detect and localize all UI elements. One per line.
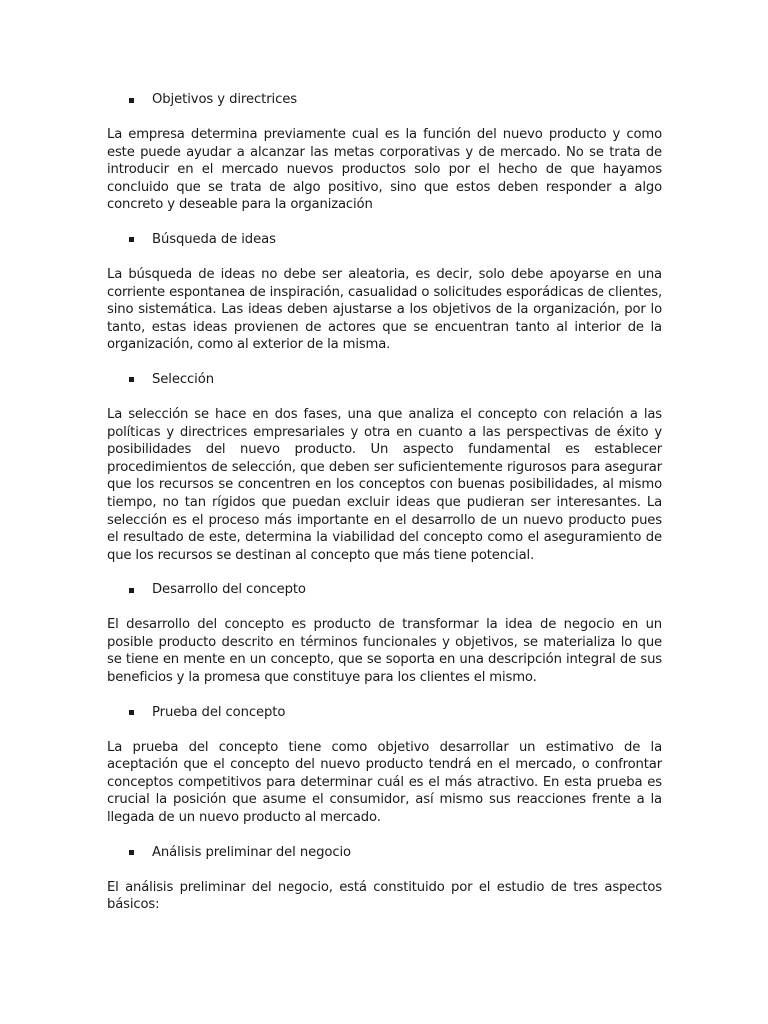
heading-busqueda [129, 231, 662, 249]
heading-analisis [129, 844, 662, 862]
paragraph-analisis: El análisis preliminar del negocio, está constituido por el estudio de tres aspectos básicos: [107, 879, 662, 913]
bullet-icon [129, 377, 134, 382]
document-page [107, 91, 662, 914]
heading-text: Selección [152, 371, 214, 387]
bullet-icon [129, 237, 134, 242]
bullet-icon [129, 588, 134, 593]
paragraph-objetivos: La empresa determina previamente cual es la función del nuevo producto y como este puede ayudar a alcanzar las metas corporativas y de mercado. No se trata de introducir en el mercado nuevos productos solo por el hecho de que hayamos concluido que se trata de algo positivo, sino que estos deben responder a algo concreto y deseable para la organización [107, 127, 662, 213]
bullet-icon [129, 98, 134, 103]
paragraph-prueba: La prueba del concepto tiene como objetivo desarrollar un estimativo de la aceptación que el concepto del nuevo producto tendrá en el mercado, o confrontar conceptos competitivos para determinar cuál es el más atractivo. En esta prueba es crucial la posición que asume el consumidor, así mismo sus reacciones frente a la llegada de un nuevo producto al mercado. [107, 739, 662, 826]
heading-prueba [129, 704, 662, 722]
heading-text: Análisis preliminar del negocio [152, 844, 352, 860]
paragraph-busqueda: La búsqueda de ideas no debe ser aleatoria, es decir, solo debe apoyarse en una corriente espontanea de inspiración, casualidad o solicitudes esporádicas de clientes, sino sistemática. Las ideas deben ajustarse a los objetivos de la organización, por lo tanto, estas ideas provienen de actores que se encuentran tanto al interior de la organización, como al exterior de la misma. [107, 266, 662, 353]
heading-text: Objetivos y directrices [152, 92, 298, 107]
heading-text: Desarrollo del concepto [152, 582, 306, 598]
paragraph-desarrollo: El desarrollo del concepto es producto de transformar la idea de negocio en un posible producto descrito en términos funcionales y objetivos, se materializa lo que se tiene en mente en un concepto, que se soporta en una descripción integral de sus beneficios y la promesa que constituye para los clientes el mismo. [107, 617, 662, 686]
bullet-icon [129, 710, 134, 715]
heading-desarrollo [129, 581, 662, 599]
heading-objetivos [129, 91, 662, 109]
heading-text: Prueba del concepto [152, 704, 286, 720]
paragraph-seleccion: La selección se hace en dos fases, una que analiza el concepto con relación a las políticas y directrices empresariales y otra en cuanto a las perspectivas de éxito y posibilidades del nuevo producto. Un aspecto fundamental es establecer procedimientos de selección, que deben ser suficientemente rigurosos para asegurar que los recursos se concentren en los conceptos con buenas posibilidades, al mismo tiempo, no tan rígidos que puedan excluir ideas que pudieran ser interesantes. La selección es el proceso más importante en el desarrollo de un nuevo producto pues el resultado de este, determina la viabilidad del concepto como el aseguramiento de que los recursos se destinan al concepto que más tiene potencial. [107, 406, 662, 563]
bullet-icon [129, 850, 134, 855]
heading-seleccion [129, 371, 662, 389]
heading-text: Búsqueda de ideas [152, 231, 276, 247]
